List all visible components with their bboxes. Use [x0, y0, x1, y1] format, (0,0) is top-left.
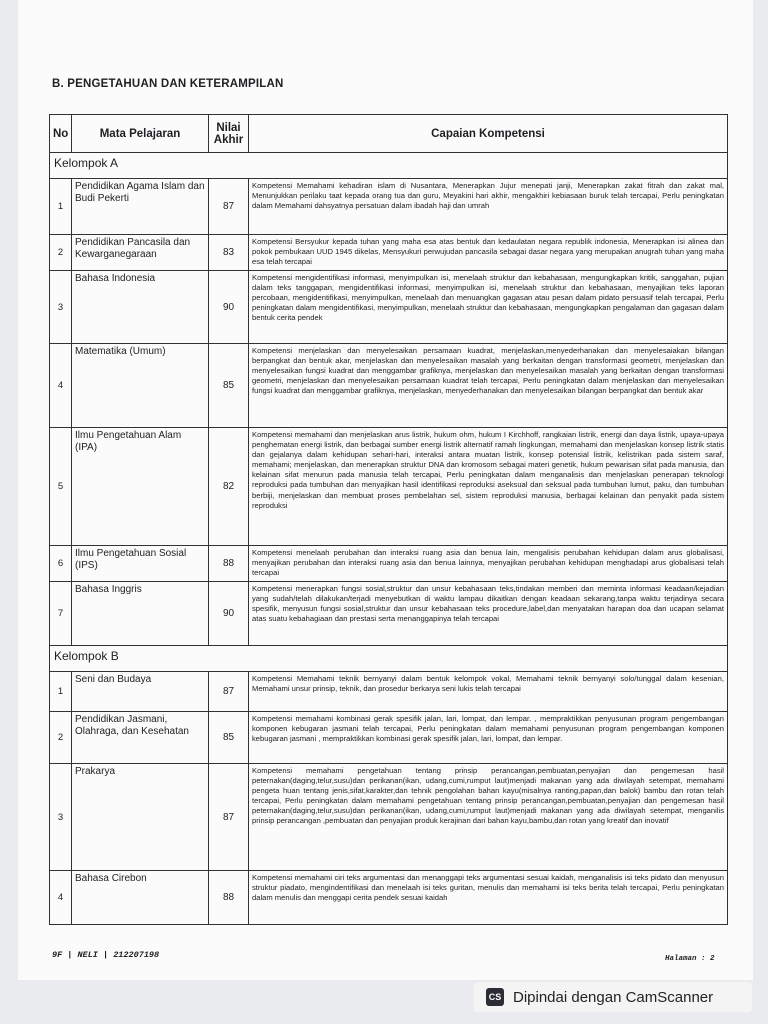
final-score: 90 — [209, 271, 249, 344]
table-row — [50, 546, 728, 582]
row-number: 4 — [50, 344, 72, 428]
final-score: 85 — [209, 344, 249, 428]
competency-text: Kompetensi Memahami teknik bernyanyi dalam bentuk kelompok vokal, Memahami teknik bernyanyi solo/tunggal dalam kesenian, Memahami unsur prinsip, teknik, dan prosedur berkarya seni lukis telah tercapai — [249, 672, 728, 712]
subject-name: Ilmu Pengetahuan Sosial (IPS) — [72, 546, 209, 582]
subject-name: Matematika (Umum) — [72, 344, 209, 428]
competency-text: Kompetensi Bersyukur kepada tuhan yang maha esa atas bentuk dan kedaulatan negara republik indonesia, Menerapkan isi alinea dan pokok pembukaan UUD 1945 dikelas, Mensyukuri perwujudan pancasila sebagai dasar negara yang merupakan anugrah tuhan yang maha esa telah tercapai — [249, 235, 728, 271]
subject-name: Pendidikan Agama Islam dan Budi Pekerti — [72, 179, 209, 235]
row-number: 1 — [50, 672, 72, 712]
final-score: 87 — [209, 179, 249, 235]
row-number: 2 — [50, 712, 72, 764]
subject-name: Bahasa Cirebon — [72, 871, 209, 925]
header-score: Nilai Akhir — [209, 115, 249, 153]
header-subject: Mata Pelajaran — [72, 115, 209, 153]
competency-text: Kompetensi mengidentifikasi informasi, menyimpulkan isi, menelaah struktur dan kebahasaan, mengungkapkan kritik, sanggahan, pujian dalam teks tanggapan, mengidentifikasi informasi, menyimpulkan isi, menelaah struktur dan kebahasaan, menyajikan teks laporan percobaan, mengidentifikasi, menyimpulkan, menelaah dan menuangkan gagasan atau pesan dalam pidato persuasif telah tercapai, Perlu peningkatan dalam mengidentifikasi, menyimpulkan, menelaah struktur dan kebahasaan, mengungkapkan pengalaman dan gagasan dalam bentuk cerita pendek — [249, 271, 728, 344]
competency-text: Kompetensi menelaah perubahan dan interaksi ruang asia dan benua lain, mengalisis perubahan kehidupan dalam arus globalisasi, menyajikan perubahan dan interaksi ruang asia dan benua lainnya, menyajikan perubahan kehidupan menghadapi arus globalisasi telah tercapai — [249, 546, 728, 582]
competency-text: Kompetensi memahami pengetahuan tentang prinsip perancangan,pembuatan,penyajian dan pengemesan hasil peternakan(daging,telur,susu)dan perikanan(ikan, udang,cumi,rumput laut)menjadi makanan yang ada diwilayah setempat, memahami pengeta huan tentang jenis,sifat,karakter,dan tehnik pengolahan bahan kayu(misalnya ranting,papan,dan balok) bambu dan rotan telah tercapai, Perlu peningkatan dalam memahami pengetahuan tentang prinsip perancangan,pembuatan,penyajian dan pengemesan hasil peternakan(daging,telur,susu)dan perikanan(ikan, udang,cumi,rumput laut)menjadi makanan yang ada diwilayah setempat, menganilis prinsip perancangan ,pembuatan dan penyajian produk kerajinan dari bahan kayu,bambu,dan rotan yang kreatif dan inovatif — [249, 764, 728, 871]
final-score: 88 — [209, 871, 249, 925]
row-number: 2 — [50, 235, 72, 271]
table-row — [50, 271, 728, 344]
competency-text: Kompetensi menjelaskan dan menyelesaikan persamaan kuadrat, menjelaskan,menyederhanakan dan menyelesaiakan bilangan berpangkat dan bentuk akar, menjelaskan dan menyelesaikan masalah yang berkaitan dengan transformasi geometri, menjelaskan dan menyelesaikan fungsi kuadrat dan menggambar grafiknya, menjelaskan dan menyelesaikan masalah yang berkaitan dengan transformasi geometri, menjelaskan dan menyelesaikan persamaan kuadrat telah tercapai, Perlu peningkatan dalam menjelaskan dan menyelesaikan fungsi kuadrat dan menggambar grafiknya, menjelaskan, menyederhanakan dan menyelesaikan bilangan berpangkat dan bentuk akar — [249, 344, 728, 428]
competency-text: Kompetensi Memahami kehadiran islam di Nusantara, Menerapkan Jujur menepati janji, Menerapkan zakat fitrah dan zakat mal, Menunjukkan perilaku taat kepada orang tua dan guru, Meyakini hari akhir, mengakhiri kebiasaan buruk telah tercapai, Perlu peningkatan dalam Memahami dahsyatnya persatuan dalam ibadah haji dan umrah — [249, 179, 728, 235]
table-row — [50, 712, 728, 764]
camscanner-watermark — [474, 982, 752, 1012]
table-row — [50, 344, 728, 428]
subject-name: Bahasa Inggris — [72, 582, 209, 646]
table-row — [50, 764, 728, 871]
student-identifier: 9F | NELI | 212207198 — [52, 950, 160, 960]
competency-text: Kompetensi memahami dan menjelaskan arus listrik, hukum ohm, hukum I Kirchhoff, rangkaian listrik, energi dan daya listrik, upaya-upaya penghematan energi listrik, dan berbagai sumber energi listrik alternatif ramah lingkungan, memahami dan menjelaskan konsep listrik statis dan gejalanya dalam kehidupan sehari-hari, interaksi antara muatan listrik, konsep potensial listrik, kelistrikan pada sistem saraf, memahami; menjelaskan, dan menerapkan struktur DNA dan kromosom sebagai materi genetik, hukum pewarisan sifat pada manusia, dan kelainan sifat menurun pada manusia telah tercapai, Perlu peningkatan dalam menganalisis dan menjelaskan penerapan teknologi reproduksi pada tumbuhan dan menyajikan hasil identifikasi reproduksi aseksual dan seksual pada tumbuhan lumut, paku, dan tumbuhan berbiji, menjelaskan dan membuat proses pembelahan sel, sistem reproduksi manusia, berbagai kelainan dan penyakit pada sistem reproduksi — [249, 428, 728, 546]
group-row — [50, 153, 728, 179]
section-title: B. PENGETAHUAN DAN KETERAMPILAN — [52, 78, 284, 90]
row-number: 3 — [50, 764, 72, 871]
final-score: 85 — [209, 712, 249, 764]
row-number: 6 — [50, 546, 72, 582]
grades-table — [49, 114, 728, 925]
competency-text: Kompetensi menerapkan fungsi sosial,struktur dan unsur kebahasaan teks,tindakan memberi dan meminta informasi keadaan/kejadian yang sudah/telah dilakukan/terjadi menyebutkan di waktu lampau dikaitkan dengan keadaan sekarang,tanpa waktu terjadinya secara spesifik, menyusun fungsi sosial,struktur dan unsur kebahasaan teks procedure,label,dan menyatakan harapan doa dan ucapan selamat atas suatu kebahagiaan dan prestasi serta menanggapinya telah tercapai — [249, 582, 728, 646]
group-label: Kelompok B — [50, 646, 728, 672]
subject-name: Pendidikan Jasmani, Olahraga, dan Kesehatan — [72, 712, 209, 764]
final-score: 83 — [209, 235, 249, 271]
table-row — [50, 582, 728, 646]
final-score: 87 — [209, 672, 249, 712]
group-label: Kelompok A — [50, 153, 728, 179]
table-row — [50, 235, 728, 271]
subject-name: Prakarya — [72, 764, 209, 871]
row-number: 7 — [50, 582, 72, 646]
header-no: No — [50, 115, 72, 153]
final-score: 82 — [209, 428, 249, 546]
subject-name: Bahasa Indonesia — [72, 271, 209, 344]
header-competency: Capaian Kompetensi — [249, 115, 728, 153]
table-row — [50, 871, 728, 925]
row-number: 3 — [50, 271, 72, 344]
subject-name: Pendidikan Pancasila dan Kewarganegaraan — [72, 235, 209, 271]
final-score: 87 — [209, 764, 249, 871]
subject-name: Seni dan Budaya — [72, 672, 209, 712]
table-row — [50, 179, 728, 235]
table-row — [50, 672, 728, 712]
final-score: 88 — [209, 546, 249, 582]
competency-text: Kompetensi memahami ciri teks argumentasi dan menanggapi teks argumentasi sesuai kaidah, menganalisis isi teks pidato dan menyusun struktur piadato, mengindentifikasi dan menelaah isi teks guritan, menulis dan memahami isi teks berita telah tercapai, Perlu peningkatan dalam menulis dan menggapi cerita pendek sesuai kaidah — [249, 871, 728, 925]
camscanner-logo-icon: CS — [486, 988, 504, 1006]
final-score: 90 — [209, 582, 249, 646]
watermark-text: Dipindai dengan CamScanner — [513, 988, 714, 1006]
row-number: 1 — [50, 179, 72, 235]
group-row — [50, 646, 728, 672]
table-row — [50, 428, 728, 546]
subject-name: Ilmu Pengetahuan Alam (IPA) — [72, 428, 209, 546]
page-number: Halaman : 2 — [665, 955, 715, 963]
row-number: 5 — [50, 428, 72, 546]
competency-text: Kompetensi memahami kombinasi gerak spesifik jalan, lari, lompat, dan lempar. , mempraktikkan penyusunan program pengembangan komponen kebugaran jasmani telah tercapai, Perlu peningkatan dalam memahami penyusunan program pengembangan komponen kebugaran jasmani , mempraktikkan kombinasi gerak spesifik jalan, lari, lompat, dan lempar. — [249, 712, 728, 764]
row-number: 4 — [50, 871, 72, 925]
